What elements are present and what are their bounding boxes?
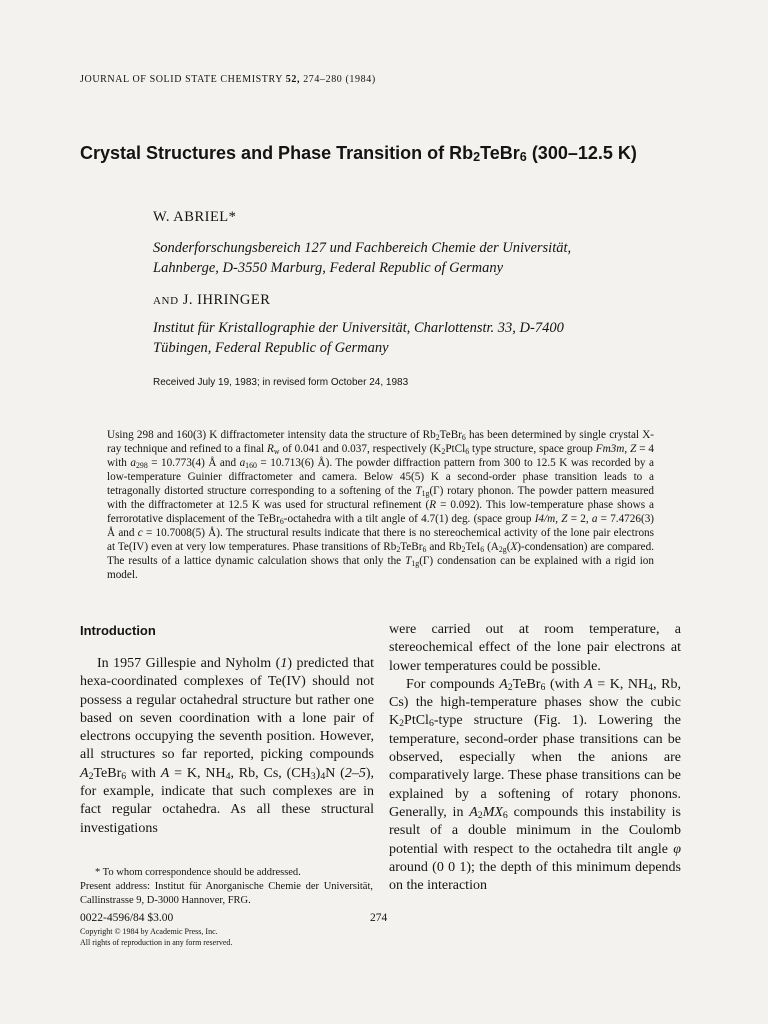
body-column-right [389, 621, 681, 895]
journal-name: JOURNAL OF SOLID STATE CHEMISTRY [80, 74, 283, 85]
copyright-notice: Copyright © 1984 by Academic Press, Inc. All rights of reproduction in any form reserved. [80, 927, 233, 947]
intro-paragraph-3: For compounds $A_2TeBr_6$ (with A = K, $NH_4$, Rb, Cs) the high-temperature phases show the cubic $K_2PtCl_6$-type structure (Fig. 1). Lowering the temperature, second-order phase transitions can be observed, especially when the anions are comparatively large. These phase transitions can be explained by a softening of rotary phonons. Generally, in $A_2MX_6$ compounds this instability is result of a double minimum in the Coulomb potential with respect to the octahedra tilt angle φ around (0 0 1); the depth of this minimum depends on the interaction [389, 676, 681, 894]
received-date: Received July 19, 1983; in revised form October 24, 1983 [153, 377, 409, 388]
affiliation-marburg: Sonderforschungsbereich 127 und Fachbereich Chemie der Universität, Lahnberge, D-3550 Marburg, Federal Republic of Germany [153, 240, 572, 276]
page-number: 274 [370, 912, 388, 924]
intro-paragraph-2-continued: were carried out at room temperature, a stereochemical effect of the lone pair electrons at lower temperatures could be possible. [389, 622, 681, 674]
affiliation-tuebingen: Institut für Kristallographie der Universität, Charlottenstr. 33, D-7400 Tübingen, Federal Republic of Germany [153, 320, 564, 356]
paper-title: Crystal Structures and Phase Transition of $Rb_2TeBr_6$ (300–12.5 K) [80, 143, 637, 164]
author-abriel: W. ABRIEL* [153, 209, 237, 225]
and-connector: AND [153, 295, 179, 307]
section-heading-introduction: Introduction [80, 623, 156, 638]
author-ihringer: AND J. IHRINGER [153, 292, 271, 308]
journal-header [80, 74, 376, 85]
abstract: Using 298 and 160(3) K diffractometer intensity data the structure of $Rb_2TeBr_6$ has been determined by single crystal X-ray technique and refined to a final $R_w$ of 0.041 and 0.037, respectively ($K_2PtCl_6$ type structure, space group Fm3m, Z = 4 with $a_{298} = 10.773(4)$ Å and $a_{160} = 10.713(6)$ Å). The powder diffraction pattern from 300 to 12.5 K was recorded by a low-temperature Guinier diffractometer and camera. Below 45(5) K a second-order phase transition leads to a tetragonally distorted structure corresponding to a softening of the $T_{1g}(\Gamma)$ rotary phonon. The powder pattern measured with the diffractometer at 12.5 K was used for structural refinement (R = 0.092). This low-temperature phase shows a ferrorotative displacement of the TeBr$_6$-octahedra with a tilt angle of 4.7(1) deg. (space group I4/m, Z = 2, a = 7.4726(3) Å and c = 10.7008(5) Å). The structural results indicate that there is no stereochemical activity of the lone pair electrons at Te(IV) even at very low temperatures. Phase transitions of $Rb_2TeBr_6$ and $Rb_2TeI_6$ $(A_{2g}(X)-condensation)$ are compared. The results of a lattice dynamic calculation shows that only the $T_{1g}(\Gamma)$ condensation can be explained with a rigid ion model. [107, 429, 655, 581]
body-column-left [80, 655, 374, 838]
intro-paragraph-1: In 1957 Gillespie and Nyholm (1) predicted that hexa-coordinated complexes of Te(IV) should not possess a regular octahedral structure but rather one based on seven coordination with a lone pair of electrons occupying the seventh position. However, all structures so far reported, picking compounds $A_2TeBr_6$ with A = K, $NH_4$, Rb, Cs, $(CH_3)_4N$ (2–5), for example, indicate that such complexes are in fact regular octahedra. As all these structural investigations [80, 656, 375, 836]
footnote: * To whom correspondence should be addressed. Present address: Institut für Anorganische Chemie der Universität, Callinstrasse 9, D-3000 Hannover, FRG. [80, 867, 373, 906]
journal-volume: 52, [285, 74, 301, 85]
journal-pages: 274–280 (1984) [303, 74, 376, 85]
issn-price: 0022-4596/84 $3.00 [80, 912, 174, 924]
